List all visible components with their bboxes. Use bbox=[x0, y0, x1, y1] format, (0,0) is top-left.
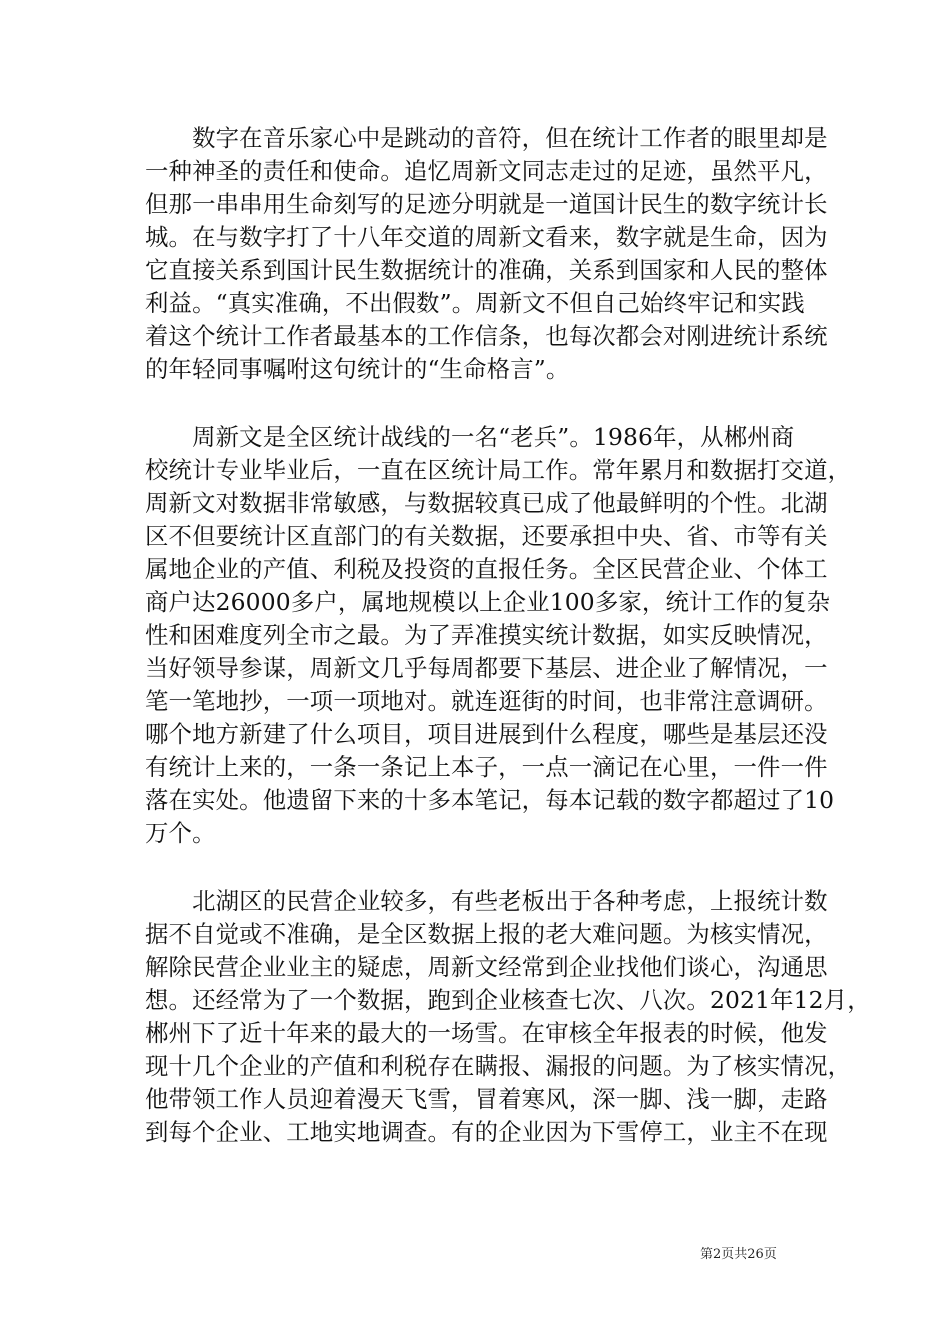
text-line: 数字在音乐家心中是跳动的音符，但在统计工作者的眼里却是 bbox=[145, 124, 828, 152]
text-line: 但那一串串用生命刻写的足迹分明就是一道国计民生的数字统计长 bbox=[145, 190, 828, 218]
text-line: 解除民营企业业主的疑虑，周新文经常到企业找他们谈心，沟通思 bbox=[145, 953, 828, 981]
text-line: 郴州下了近十年来的最大的一场雪。在审核全年报表的时候，他发 bbox=[145, 1019, 828, 1047]
text-line: 区不但要统计区直部门的有关数据，还要承担中央、省、市等有关 bbox=[145, 522, 828, 550]
text-line: 一种神圣的责任和使命。追忆周新文同志走过的足迹，虽然平凡， bbox=[145, 157, 828, 185]
text-line: 周新文对数据非常敏感，与数据较真已成了他最鲜明的个性。北湖 bbox=[145, 489, 828, 517]
text-line: 着这个统计工作者最基本的工作信条，也每次都会对刚进统计系统 bbox=[145, 322, 828, 350]
text-line: 它直接关系到国计民生数据统计的准确，关系到国家和人民的整体 bbox=[145, 256, 828, 284]
text-line: 北湖区的民营企业较多，有些老板出于各种考虑，上报统计数 bbox=[145, 887, 828, 915]
text-line: 据不自觉或不准确，是全区数据上报的老大难问题。为核实情况， bbox=[145, 920, 828, 948]
text-line: 校统计专业毕业后，一直在区统计局工作。常年累月和数据打交道， bbox=[145, 456, 852, 484]
text-line: 利益。“真实准确，不出假数”。周新文不但自己始终牢记和实践 bbox=[145, 289, 805, 317]
text-line: 当好领导参谋，周新文几乎每周都要下基层、进企业了解情况，一 bbox=[145, 654, 828, 682]
text-line: 到每个企业、工地实地调查。有的企业因为下雪停工，业主不在现 bbox=[145, 1118, 828, 1146]
text-line: 的年轻同事嘱咐这句统计的“生命格言”。 bbox=[145, 355, 570, 383]
text-line: 性和困难度列全市之最。为了弄准摸实统计数据，如实反映情况， bbox=[145, 621, 828, 649]
text-line: 万个。 bbox=[145, 819, 216, 847]
text-line: 城。在与数字打了十八年交道的周新文看来，数字就是生命，因为 bbox=[145, 223, 828, 251]
text-line: 想。还经常为了一个数据，跑到企业核查七次、八次。2021年12月， bbox=[145, 986, 871, 1014]
page-number: 第2页共26页 bbox=[700, 1247, 777, 1262]
text-line: 现十几个企业的产值和利税存在瞒报、漏报的问题。为了核实情况， bbox=[145, 1052, 852, 1080]
text-line: 周新文是全区统计战线的一名“老兵”。1986年，从郴州商 bbox=[145, 423, 795, 451]
text-line: 有统计上来的，一条一条记上本子，一点一滴记在心里，一件一件 bbox=[145, 753, 828, 781]
text-line: 哪个地方新建了什么项目，项目进展到什么程度，哪些是基层还没 bbox=[145, 720, 828, 748]
text-line: 他带领工作人员迎着漫天飞雪，冒着寒风，深一脚、浅一脚，走路 bbox=[145, 1085, 828, 1113]
text-line: 落在实处。他遗留下来的十多本笔记，每本记载的数字都超过了10 bbox=[145, 786, 835, 814]
text-line: 商户达26000多户，属地规模以上企业100多家，统计工作的复杂 bbox=[145, 588, 831, 616]
text-line: 笔一笔地抄，一项一项地对。就连逛街的时间，也非常注意调研。 bbox=[145, 687, 828, 715]
text-line: 属地企业的产值、利税及投资的直报任务。全区民营企业、个体工 bbox=[145, 555, 828, 583]
